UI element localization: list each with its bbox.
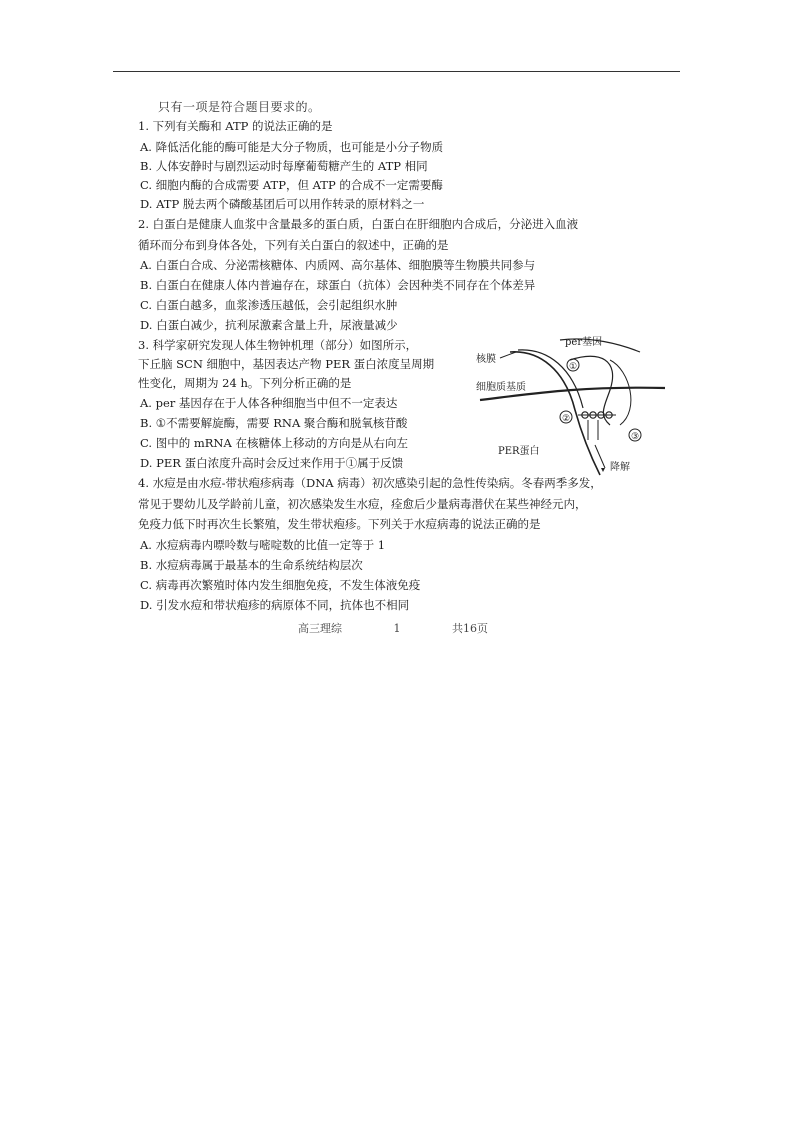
page-footer bbox=[298, 620, 536, 636]
question-3-option-a: A. per 基因存在于人体各种细胞当中但不一定表达 bbox=[140, 396, 398, 410]
header-rule bbox=[113, 71, 680, 72]
footer-total-pages: 共16页 bbox=[452, 622, 488, 635]
membrane-pointer bbox=[500, 352, 516, 358]
question-4-option-d: D. 引发水痘和带状疱疹的病原体不同，抗体也不相同 bbox=[140, 598, 410, 612]
question-1-option-b: B. 人体安静时与剧烈运动时每摩葡萄糖产生的 ATP 相同 bbox=[140, 159, 428, 173]
biological-clock-diagram bbox=[470, 330, 670, 480]
step-3-label: ③ bbox=[631, 432, 640, 442]
footer-page-number: 1 bbox=[393, 622, 401, 635]
cytoplasm-label: 细胞质基质 bbox=[476, 382, 526, 393]
question-3-option-b: B. ①不需要解旋酶，需要 RNA 聚合酶和脱氧核苷酸 bbox=[140, 416, 408, 430]
instruction-cut-line: 只有一项是符合题目要求的。 bbox=[158, 100, 321, 114]
degrade-arrowhead bbox=[601, 468, 605, 472]
question-2-option-d: D. 白蛋白减少，抗利尿激素含量上升，尿液量减少 bbox=[140, 318, 398, 332]
degrade-arrow bbox=[595, 445, 605, 468]
question-2-option-b: B. 白蛋白在健康人体内普遍存在，球蛋白（抗体）会因种类不同存在个体差异 bbox=[140, 278, 536, 292]
question-4-option-a: A. 水痘病毒内嘌呤数与嘧啶数的比值一定等于 1 bbox=[140, 538, 386, 552]
nuclear-membrane-label: 核膜 bbox=[476, 354, 496, 365]
question-4-stem-line-1: 4. 水痘是由水痘-带状疱疹病毒（DNA 病毒）初次感染引起的急性传染病。冬春两季多发， bbox=[138, 476, 602, 490]
question-2-stem-line-2: 循环而分布到身体各处，下列有关白蛋白的叙述中，正确的是 bbox=[138, 238, 449, 252]
question-3-stem-line-3: 性变化，周期为 24 h。下列分析正确的是 bbox=[138, 376, 352, 390]
question-2-option-a: A. 白蛋白合成、分泌需核糖体、内质网、高尔基体、细胞膜等生物膜共同参与 bbox=[140, 258, 536, 272]
question-1-option-d: D. ATP 脱去两个磷酸基团后可以用作转录的原材料之一 bbox=[140, 197, 425, 211]
question-2-option-c: C. 白蛋白越多，血浆渗透压越低，会引起组织水肿 bbox=[140, 298, 398, 312]
gene-label: per基因 bbox=[565, 337, 603, 348]
question-4-stem-line-3: 免疫力低下时再次生长繁殖，发生带状疱疹。下列关于水痘病毒的说法正确的是 bbox=[138, 517, 541, 531]
question-3-option-c: C. 图中的 mRNA 在核糖体上移动的方向是从右向左 bbox=[140, 436, 408, 450]
question-4-option-c: C. 病毒再次繁殖时体内发生细胞免疫，不发生体液免疫 bbox=[140, 578, 421, 592]
question-1-option-c: C. 细胞内酶的合成需要 ATP，但 ATP 的合成不一定需要酶 bbox=[140, 178, 443, 192]
question-1-stem: 1. 下列有关酶和 ATP 的说法正确的是 bbox=[138, 119, 333, 133]
step-1-label: ① bbox=[569, 362, 578, 372]
question-2-stem-line-1: 2. 白蛋白是健康人血浆中含量最多的蛋白质，白蛋白在肝细胞内合成后，分泌进入血液 bbox=[138, 217, 579, 231]
footer-subject: 高三理综 bbox=[298, 622, 342, 635]
question-3-stem-line-1: 3. 科学家研究发现人体生物钟机理（部分）如图所示， bbox=[138, 338, 418, 352]
question-4-option-b: B. 水痘病毒属于最基本的生命系统结构层次 bbox=[140, 558, 363, 572]
question-3-stem-line-2: 下丘脑 SCN 细胞中，基因表达产物 PER 蛋白浓度呈周期 bbox=[138, 357, 435, 371]
question-4-stem-line-2: 常见于婴幼儿及学龄前儿童，初次感染发生水痘，痊愈后少量病毒潜伏在某些神经元内， bbox=[138, 497, 587, 511]
per-protein-label: PER蛋白 bbox=[498, 446, 540, 457]
step-2-label: ② bbox=[562, 414, 571, 424]
degrade-label: 降解 bbox=[610, 462, 630, 473]
question-3-option-d: D. PER 蛋白浓度升高时会反过来作用于①属于反馈 bbox=[140, 456, 404, 470]
question-1-option-a: A. 降低活化能的酶可能是大分子物质，也可能是小分子物质 bbox=[140, 140, 444, 154]
